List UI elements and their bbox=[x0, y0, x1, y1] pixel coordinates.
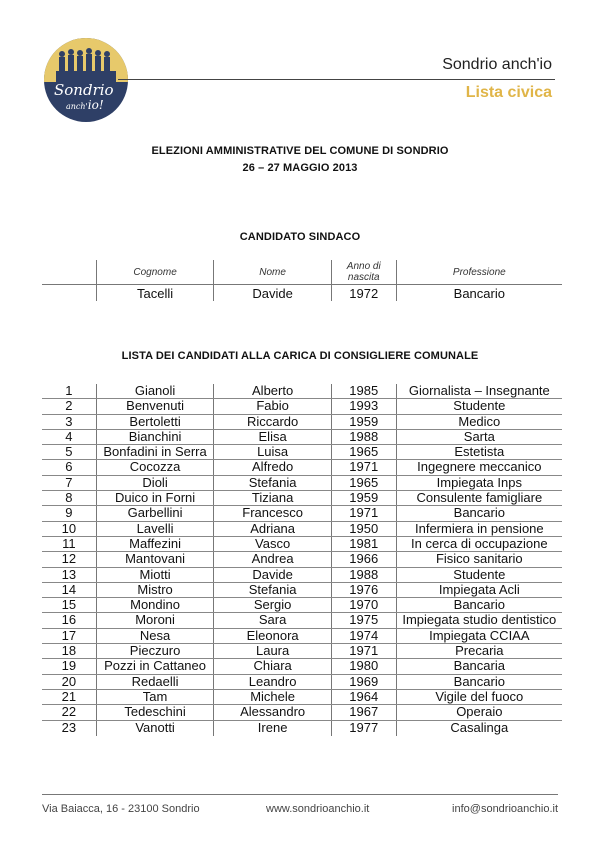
candidate-profession: Estetista bbox=[396, 445, 562, 459]
table-row bbox=[42, 506, 562, 521]
sindaco-data-row bbox=[42, 284, 562, 301]
candidate-name: Stefania bbox=[213, 476, 331, 490]
candidate-surname: Garbellini bbox=[96, 506, 214, 520]
candidate-profession: Consulente famigliare bbox=[396, 491, 562, 505]
candidate-number: 6 bbox=[65, 460, 73, 475]
table-row bbox=[42, 690, 562, 705]
footer-website: www.sondrioanchio.it bbox=[266, 803, 370, 815]
table-row bbox=[42, 460, 562, 475]
candidate-number: 4 bbox=[65, 429, 73, 444]
header-subtitle: Lista civica bbox=[465, 84, 552, 101]
candidate-profession: Operaio bbox=[396, 705, 562, 719]
sindaco-blank bbox=[42, 285, 96, 301]
candidate-surname: Miotti bbox=[96, 568, 214, 582]
candidates-table bbox=[42, 384, 562, 736]
candidate-number: 7 bbox=[65, 475, 73, 490]
candidate-surname: Moroni bbox=[96, 613, 214, 627]
logo-word-io: io! bbox=[87, 98, 104, 112]
candidate-number: 9 bbox=[65, 506, 73, 521]
people-silhouette-icon bbox=[54, 48, 118, 84]
candidate-year: 1966 bbox=[331, 552, 396, 566]
elections-heading: ELEZIONI AMMINISTRATIVE DEL COMUNE DI SONDRIO bbox=[151, 145, 449, 157]
candidate-profession: Studente bbox=[396, 568, 562, 582]
candidate-number: 22 bbox=[61, 705, 77, 720]
candidate-name: Davide bbox=[213, 568, 331, 582]
candidate-name: Andrea bbox=[213, 552, 331, 566]
candidate-profession: Bancaria bbox=[396, 659, 562, 673]
candidate-number: 8 bbox=[65, 491, 73, 506]
header-title: Sondrio anch'io bbox=[442, 56, 552, 73]
table-row bbox=[42, 583, 562, 598]
candidate-name: Laura bbox=[213, 644, 331, 658]
candidate-year: 1959 bbox=[331, 415, 396, 429]
candidate-name: Francesco bbox=[213, 506, 331, 520]
candidate-year: 1974 bbox=[331, 629, 396, 643]
table-row bbox=[42, 415, 562, 430]
candidate-name: Sara bbox=[213, 613, 331, 627]
candidate-year: 1975 bbox=[331, 613, 396, 627]
candidate-name: Michele bbox=[213, 690, 331, 704]
sindaco-header-year-1: Anno di bbox=[346, 261, 381, 272]
table-row bbox=[42, 705, 562, 720]
candidate-number: 3 bbox=[65, 414, 73, 429]
candidate-surname: Cocozza bbox=[96, 460, 214, 474]
candidate-year: 1950 bbox=[331, 522, 396, 536]
candidate-profession: Ingegnere meccanico bbox=[396, 460, 562, 474]
sindaco-profession: Bancario bbox=[396, 285, 562, 301]
sindaco-header-profession: Professione bbox=[396, 260, 562, 284]
sindaco-year: 1972 bbox=[331, 285, 396, 301]
candidate-number: 2 bbox=[65, 399, 73, 414]
candidate-year: 1988 bbox=[331, 430, 396, 444]
candidate-year: 1970 bbox=[331, 598, 396, 612]
table-row bbox=[42, 399, 562, 414]
candidate-surname: Vanotti bbox=[96, 721, 214, 736]
candidate-year: 1969 bbox=[331, 675, 396, 689]
candidate-profession: Impiegata studio dentistico bbox=[396, 613, 562, 627]
candidate-surname: Bianchini bbox=[96, 430, 214, 444]
candidate-number: 1 bbox=[65, 384, 73, 398]
candidate-name: Adriana bbox=[213, 522, 331, 536]
candidate-number: 23 bbox=[61, 720, 77, 735]
candidate-name: Fabio bbox=[213, 399, 331, 413]
table-row bbox=[42, 598, 562, 613]
sindaco-header-blank bbox=[42, 260, 96, 284]
candidate-year: 1993 bbox=[331, 399, 396, 413]
table-row bbox=[42, 476, 562, 491]
table-row bbox=[42, 552, 562, 567]
candidate-year: 1985 bbox=[331, 384, 396, 398]
candidate-number: 19 bbox=[61, 659, 77, 674]
candidate-name: Leandro bbox=[213, 675, 331, 689]
table-row bbox=[42, 522, 562, 537]
elections-dates: 26 – 27 MAGGIO 2013 bbox=[242, 162, 358, 174]
candidate-name: Tiziana bbox=[213, 491, 331, 505]
sindaco-heading: CANDIDATO SINDACO bbox=[239, 231, 361, 243]
table-row bbox=[42, 491, 562, 506]
candidate-profession: Studente bbox=[396, 399, 562, 413]
candidate-profession: Impiegata Inps bbox=[396, 476, 562, 490]
candidate-year: 1988 bbox=[331, 568, 396, 582]
sindaco-table bbox=[42, 260, 562, 301]
sindaco-header-year-2: nascita bbox=[347, 272, 380, 283]
candidate-number: 18 bbox=[61, 644, 77, 659]
footer-address: Via Baiacca, 16 - 23100 Sondrio bbox=[42, 803, 200, 815]
candidate-surname: Bonfadini in Serra bbox=[96, 445, 214, 459]
sindaco-name: Davide bbox=[213, 285, 331, 301]
candidate-number: 10 bbox=[61, 521, 77, 536]
candidate-surname: Mondino bbox=[96, 598, 214, 612]
table-row bbox=[42, 430, 562, 445]
footer-divider bbox=[42, 794, 558, 795]
table-row bbox=[42, 568, 562, 583]
candidate-name: Luisa bbox=[213, 445, 331, 459]
candidate-name: Riccardo bbox=[213, 415, 331, 429]
header-divider bbox=[118, 79, 555, 80]
candidate-year: 1964 bbox=[331, 690, 396, 704]
candidate-surname: Nesa bbox=[96, 629, 214, 643]
candidate-number: 16 bbox=[61, 613, 77, 628]
candidate-surname: Gianoli bbox=[96, 384, 214, 398]
candidate-year: 1967 bbox=[331, 705, 396, 719]
candidate-number: 20 bbox=[61, 674, 77, 689]
candidate-name: Sergio bbox=[213, 598, 331, 612]
candidate-name: Stefania bbox=[213, 583, 331, 597]
table-row bbox=[42, 659, 562, 674]
candidate-profession: Bancario bbox=[396, 675, 562, 689]
candidate-name: Vasco bbox=[213, 537, 331, 551]
footer-email: info@sondrioanchio.it bbox=[452, 803, 558, 815]
candidate-surname: Pieczuro bbox=[96, 644, 214, 658]
candidate-number: 12 bbox=[61, 552, 77, 567]
candidate-profession: Sarta bbox=[396, 430, 562, 444]
candidate-number: 17 bbox=[61, 628, 77, 643]
table-row bbox=[42, 613, 562, 628]
candidate-surname: Duico in Forni bbox=[96, 491, 214, 505]
candidate-number: 21 bbox=[61, 689, 77, 704]
candidate-number: 13 bbox=[61, 567, 77, 582]
candidate-profession: Fisico sanitario bbox=[396, 552, 562, 566]
candidate-surname: Pozzi in Cattaneo bbox=[96, 659, 214, 673]
candidate-surname: Dioli bbox=[96, 476, 214, 490]
table-row bbox=[42, 537, 562, 552]
logo-word-anchio bbox=[66, 98, 118, 114]
sindaco-surname: Tacelli bbox=[96, 285, 214, 301]
candidate-name: Alberto bbox=[213, 384, 331, 398]
candidate-name: Eleonora bbox=[213, 629, 331, 643]
candidate-surname: Tam bbox=[96, 690, 214, 704]
candidate-year: 1971 bbox=[331, 506, 396, 520]
candidate-profession: Giornalista – Insegnante bbox=[396, 384, 562, 398]
sondrio-anchio-logo bbox=[44, 38, 128, 122]
logo-word-sondrio: Sondrio bbox=[54, 81, 114, 99]
candidate-year: 1959 bbox=[331, 491, 396, 505]
candidates-list-heading: LISTA DEI CANDIDATI ALLA CARICA DI CONSIGLIERE COMUNALE bbox=[121, 350, 479, 362]
candidate-year: 1977 bbox=[331, 721, 396, 736]
table-row bbox=[42, 644, 562, 659]
table-row bbox=[42, 384, 562, 399]
candidate-profession: Impiegata CCIAA bbox=[396, 629, 562, 643]
sindaco-header-surname: Cognome bbox=[96, 260, 214, 284]
candidate-year: 1976 bbox=[331, 583, 396, 597]
candidate-profession: In cerca di occupazione bbox=[396, 537, 562, 551]
candidate-profession: Casalinga bbox=[396, 721, 562, 736]
logo-word-anch: anch' bbox=[66, 102, 88, 111]
candidate-number: 11 bbox=[62, 536, 76, 551]
candidate-profession: Vigile del fuoco bbox=[396, 690, 562, 704]
candidate-year: 1971 bbox=[331, 460, 396, 474]
candidate-surname: Bertoletti bbox=[96, 415, 214, 429]
candidate-name: Irene bbox=[213, 721, 331, 736]
candidate-year: 1965 bbox=[331, 476, 396, 490]
candidate-surname: Redaelli bbox=[96, 675, 214, 689]
candidate-profession: Infermiera in pensione bbox=[396, 522, 562, 536]
candidate-profession: Bancario bbox=[396, 506, 562, 520]
candidate-number: 5 bbox=[65, 445, 73, 460]
candidate-surname: Benvenuti bbox=[96, 399, 214, 413]
candidate-profession: Impiegata Acli bbox=[396, 583, 562, 597]
sindaco-header-row bbox=[42, 260, 562, 284]
logo-wordmark bbox=[54, 82, 118, 114]
candidate-name: Alessandro bbox=[213, 705, 331, 719]
candidate-name: Chiara bbox=[213, 659, 331, 673]
candidate-profession: Bancario bbox=[396, 598, 562, 612]
table-row bbox=[42, 675, 562, 690]
candidate-surname: Mistro bbox=[96, 583, 214, 597]
candidate-name: Alfredo bbox=[213, 460, 331, 474]
candidate-surname: Maffezini bbox=[96, 537, 214, 551]
candidate-number: 15 bbox=[61, 598, 77, 613]
candidate-surname: Tedeschini bbox=[96, 705, 214, 719]
candidate-surname: Mantovani bbox=[96, 552, 214, 566]
candidate-year: 1981 bbox=[331, 537, 396, 551]
candidate-profession: Precaria bbox=[396, 644, 562, 658]
candidate-number: 14 bbox=[61, 582, 77, 597]
candidate-profession: Medico bbox=[396, 415, 562, 429]
candidate-surname: Lavelli bbox=[96, 522, 214, 536]
table-row bbox=[42, 445, 562, 460]
candidate-year: 1965 bbox=[331, 445, 396, 459]
sindaco-header-year bbox=[331, 260, 396, 284]
candidate-year: 1980 bbox=[331, 659, 396, 673]
table-row bbox=[42, 721, 562, 736]
sindaco-header-name: Nome bbox=[213, 260, 331, 284]
candidate-year: 1971 bbox=[331, 644, 396, 658]
candidate-name: Elisa bbox=[213, 430, 331, 444]
table-row bbox=[42, 629, 562, 644]
